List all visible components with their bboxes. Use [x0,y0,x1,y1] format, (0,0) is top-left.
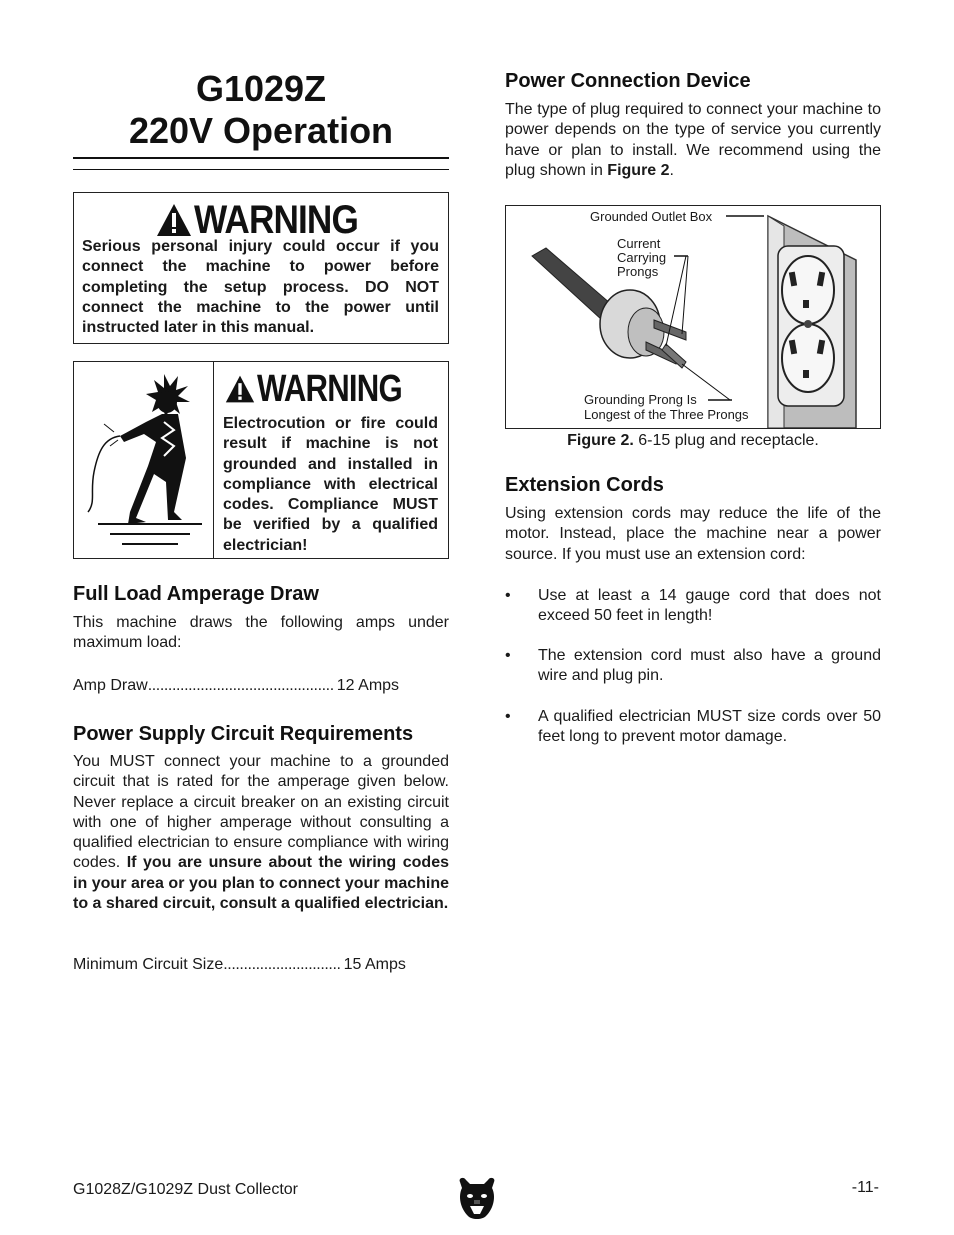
warning-box-electrocution [73,361,449,559]
figure-caption [505,432,881,450]
bullet-icon: • [505,587,511,604]
warning-triangle-icon [156,203,192,237]
figure-plug-receptacle [505,205,881,429]
heading-power-supply: Power Supply Circuit Requirements [73,723,414,745]
footer-page-number: -11- [851,1179,879,1196]
warning-text: Serious personal injury could occur if you connect the machine to power before completing the setup process. DO NOT connect the machine to the power until instructed later in this manual. [82,238,439,337]
electrocution-illustration [74,362,214,558]
amp-draw-dots: .............................................. [147,677,334,694]
power-supply-text-plain: You MUST connect your machine to a grounded circuit that is rated for the amperage given below. Never replace a circuit breaker on an existing circuit with one of higher amperage without consulting a qualified electrician to ensure compliance with wiring codes. [73,753,449,872]
warning-label: WARNING [257,367,402,410]
warning-header [156,199,380,241]
label-outlet-box: Grounded Outlet Box [590,209,713,224]
bullet-text: Use at least a 14 gauge cord that does not exceed 50 feet in length! [538,587,881,625]
amp-draw-value: 12 Amps [336,677,400,694]
extension-text: Using extension cords may reduce the life of the motor. Instead, place the machine near a power source. If you must use an extension cord: [505,505,881,563]
warning-header [225,368,434,410]
label-current-prongs [617,237,666,279]
power-connection-text-end: . [669,161,674,179]
min-circuit-dots: ............................. [223,956,341,973]
warning-label: WARNING [194,197,358,242]
bullet-icon: • [505,708,511,725]
label-current-line3: Prongs [617,264,659,279]
page-title-line2: 220V Operation [128,110,394,151]
title-rule-thick [73,157,449,159]
power-connection-text-plain: The type of plug required to connect your machine to power depends on the type of service you currently have or plan to install. We recommend using the plug shown in [505,101,881,179]
bullet-text: The extension cord must also have a ground wire and plug pin. [538,647,881,685]
bullet-icon: • [505,647,511,664]
electrocution-icon [74,362,213,558]
full-load-text: This machine draws the following amps under maximum load: [73,614,449,652]
warning-box-setup [73,192,449,344]
min-circuit-spec [73,955,406,975]
bullet-text: A qualified electrician MUST size cords over 50 feet long to prevent motor damage. [538,708,881,746]
power-supply-text-bold: If you are unsure about the wiring codes in your area or you plan to connect your machine to a shared circuit, consult a qualified electrician. [73,854,449,913]
warning-text: Electrocution or fire could result if machine is not grounded and installed in compliance with electrical codes. Compliance MUST be verified by a qualified electrician! [223,415,438,554]
title-rule-thin [73,169,449,170]
left-column [73,68,449,973]
power-connection-text [505,100,881,181]
heading-full-load: Full Load Amperage Draw [73,583,319,605]
bear-logo-icon [456,1176,498,1227]
label-ground-line2: Longest of the Three Prongs [584,407,749,422]
label-current-line1: Current [617,236,661,251]
amp-draw-spec [73,676,399,696]
figure-caption-label: Figure 2. [567,432,634,449]
power-connection-figure-ref: Figure 2 [607,161,670,179]
label-grounding-prong [584,392,749,422]
label-current-line2: Carrying [617,250,667,265]
footer-manual-title: G1028Z/G1029Z Dust Collector [73,1181,298,1198]
page-title-line1: G1029Z [195,68,327,109]
power-supply-text [73,752,449,914]
min-circuit-value: 15 Amps [343,956,406,973]
heading-power-connection: Power Connection Device [505,70,751,92]
warning-triangle-icon [225,374,255,404]
amp-draw-label: Amp Draw [73,677,148,694]
min-circuit-label: Minimum Circuit Size [73,956,224,973]
figure-caption-text: 6-15 plug and receptacle. [633,432,819,449]
page-title [73,68,449,152]
label-ground-line1: Grounding Prong Is [584,392,697,407]
heading-extension-cords: Extension Cords [505,474,664,496]
